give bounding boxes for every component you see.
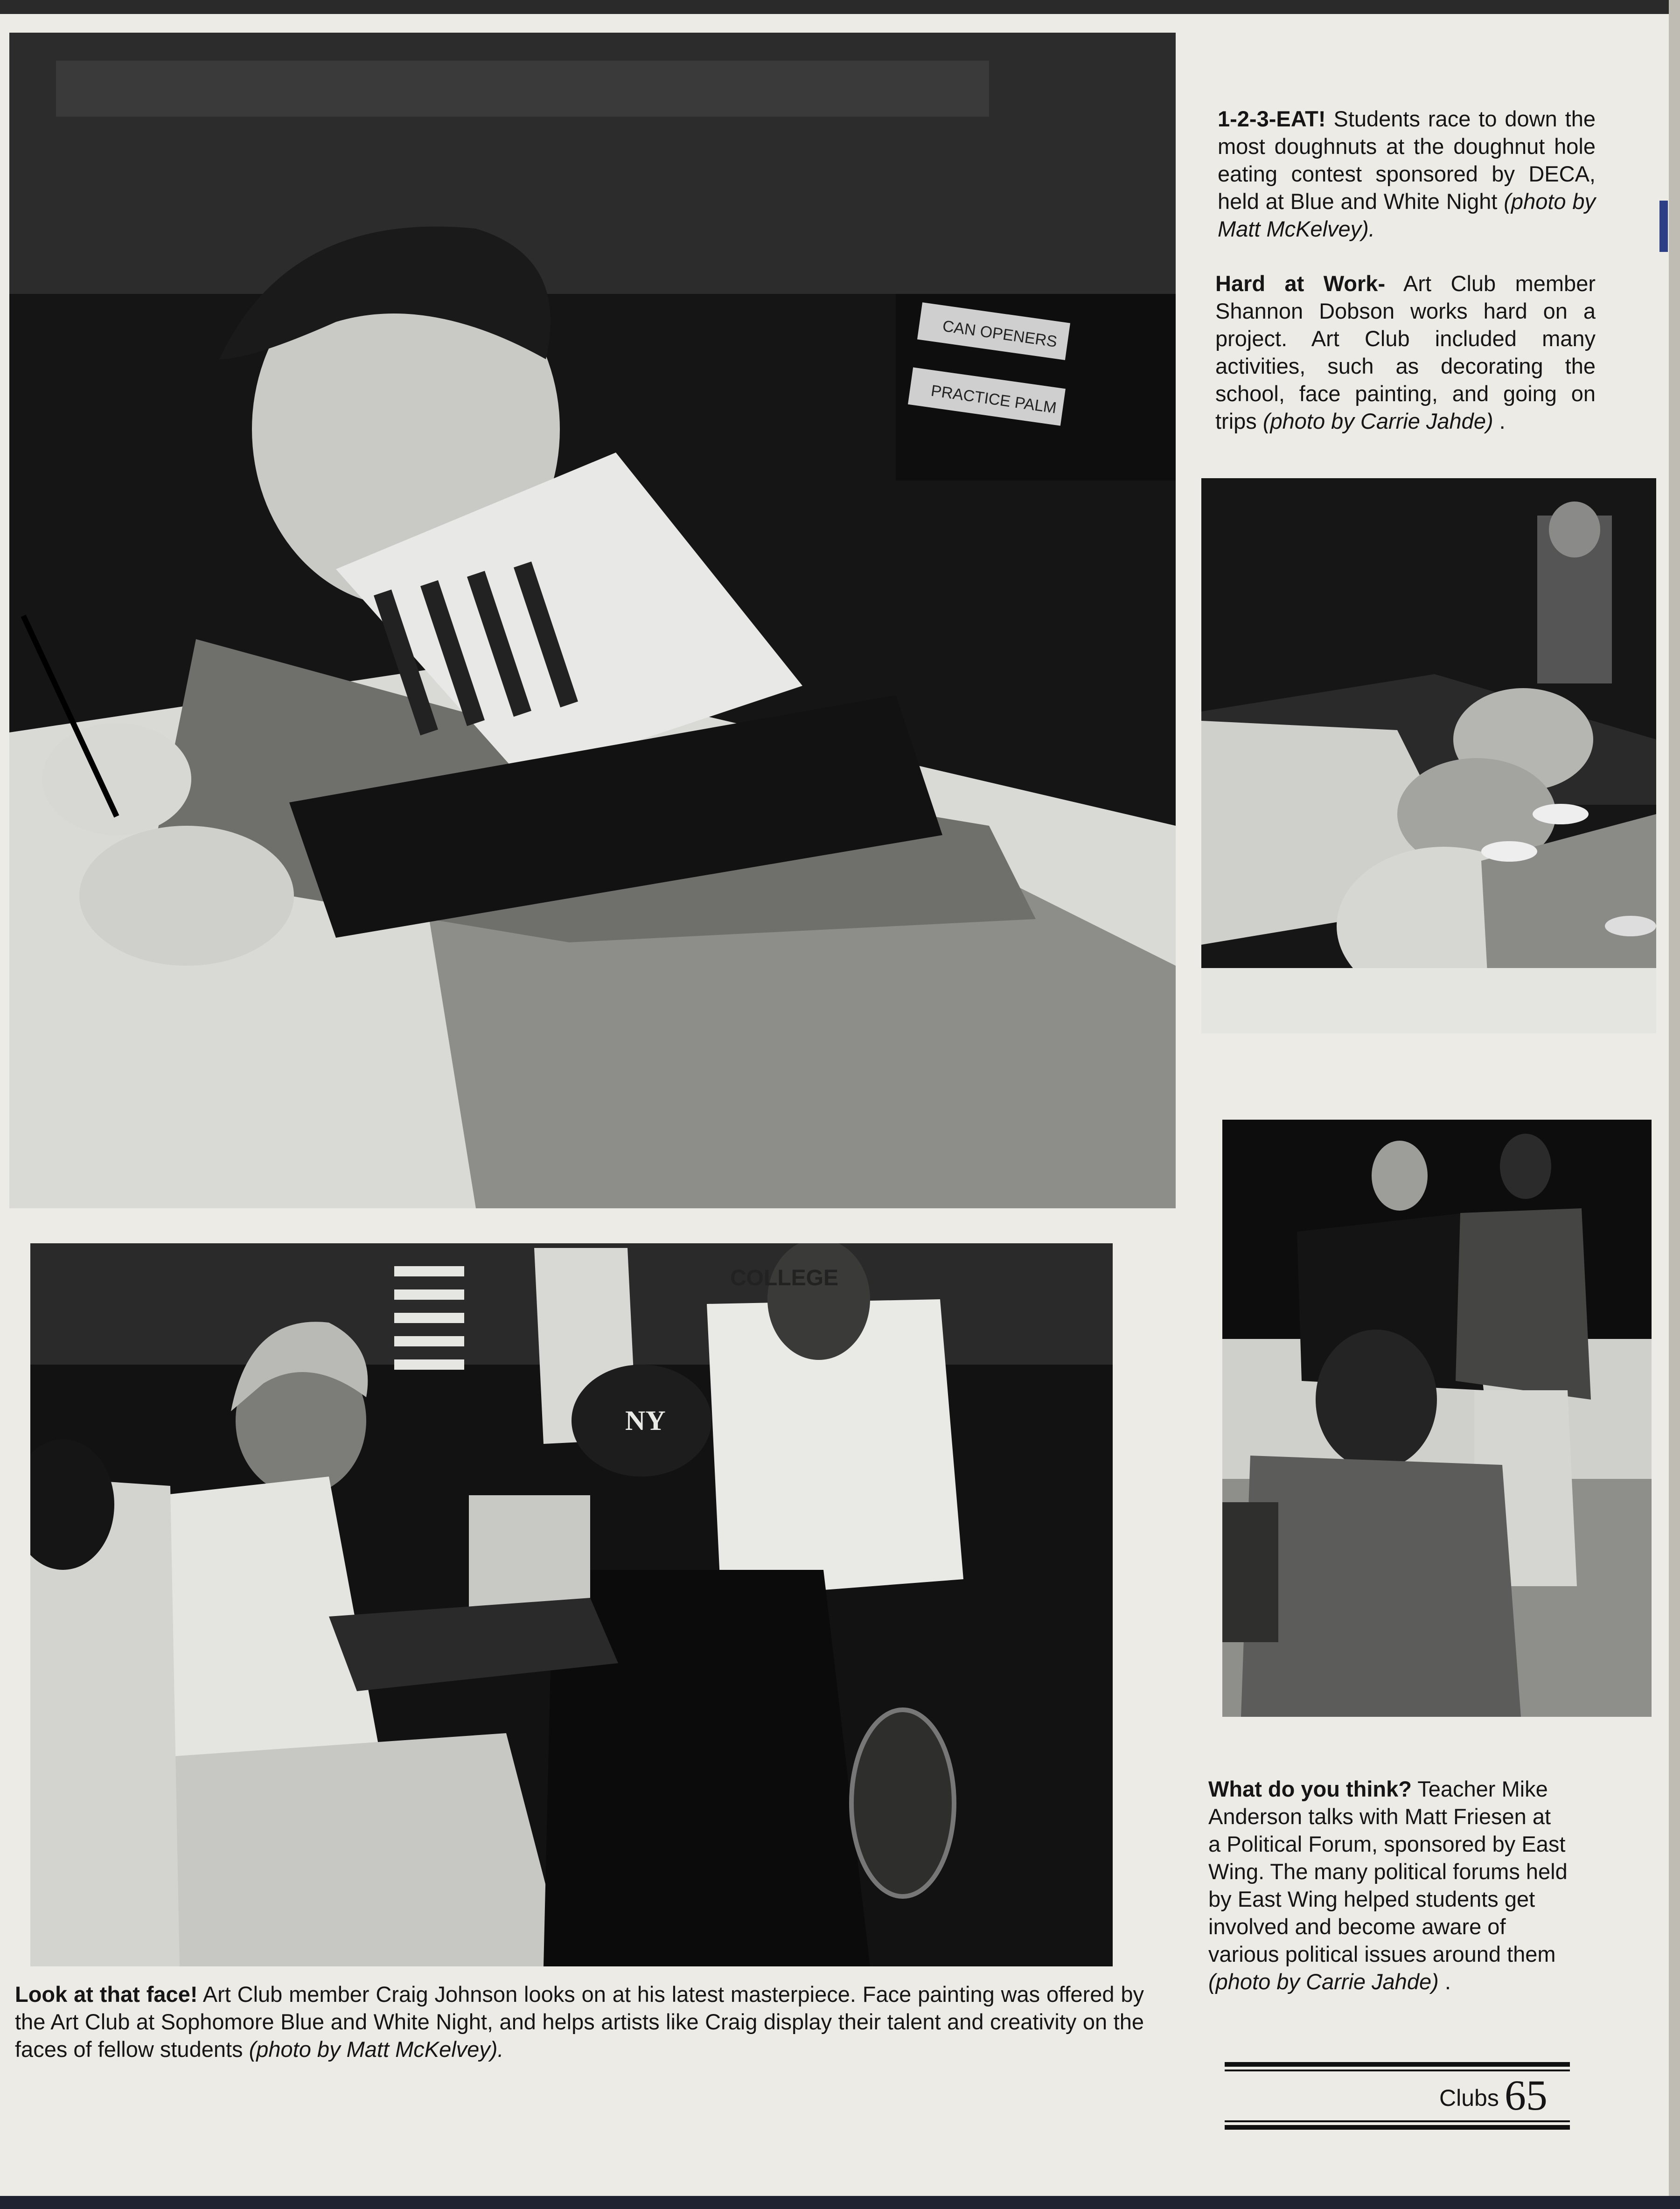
section-name: Clubs bbox=[1439, 2085, 1499, 2111]
page-number: 65 bbox=[1504, 2071, 1548, 2119]
caption-body: Teacher Mike Anderson talks with Matt Friesen at a Political Forum, sponsored by East Wing. The many political forums held by East Wing helped students get involved and become aware of various political issues around them bbox=[1208, 1777, 1568, 1966]
cap-logo: NY bbox=[625, 1405, 666, 1436]
page-folio bbox=[1439, 2070, 1548, 2120]
drawer-label-1: CAN OPENERS bbox=[941, 317, 1059, 351]
caption-credit: (photo by Carrie Jahde) bbox=[1256, 409, 1493, 433]
caption-body: Students race to down the most doughnuts at the doughnut hole eating contest sponsored by DECA, held at Blue and White Night bbox=[1218, 106, 1596, 214]
footer-rule-bottom-thin bbox=[1225, 2120, 1570, 2122]
caption-credit: (photo by Carrie Jahde) bbox=[1208, 1969, 1439, 1994]
scan-right-edge bbox=[1669, 0, 1680, 2209]
photo-doughnut-contest bbox=[1201, 478, 1656, 1033]
scan-bottom-edge bbox=[0, 2196, 1680, 2209]
photo-face-painting bbox=[30, 1243, 1113, 1966]
photo-art-club-drawing bbox=[9, 33, 1176, 1208]
binding-tab-mark bbox=[1659, 201, 1668, 252]
footer-rule-bottom bbox=[1225, 2125, 1570, 2130]
caption-lead: Hard at Work- bbox=[1215, 271, 1386, 296]
photo-political-forum bbox=[1222, 1120, 1652, 1717]
caption-body: Art Club member Craig Johnson looks on at his latest masterpiece. Face painting was offered by the Art Club at Sophomore Blue and White Night, and helps artists like Craig display their talent and creativity on the faces of fellow students bbox=[15, 1982, 1144, 2062]
caption-doughnut-contest bbox=[1218, 105, 1596, 243]
footer-rule-top bbox=[1225, 2062, 1570, 2067]
caption-hard-at-work bbox=[1215, 270, 1596, 435]
caption-tail: . bbox=[1493, 409, 1506, 433]
caption-body: Art Club member Shannon Dobson works hard on a project. Art Club included many activities, such as decorating the school, face painting, and going on trips bbox=[1215, 271, 1596, 433]
caption-political-forum bbox=[1208, 1775, 1568, 1995]
caption-lead: Look at that face! bbox=[15, 1982, 198, 2007]
shirt-text: COLLEGE bbox=[730, 1266, 839, 1290]
drawer-label-2: PRACTICE PALM bbox=[929, 382, 1058, 417]
caption-face-painting bbox=[15, 1980, 1144, 2063]
caption-tail: . bbox=[1438, 1969, 1451, 1994]
caption-lead: What do you think? bbox=[1208, 1777, 1412, 1801]
caption-credit: (photo by Matt McKelvey). bbox=[243, 2037, 504, 2062]
caption-lead: 1-2-3-EAT! bbox=[1218, 106, 1326, 131]
caption-credit: (photo by Matt McKelvey). bbox=[1218, 189, 1596, 241]
scan-top-edge bbox=[0, 0, 1680, 14]
